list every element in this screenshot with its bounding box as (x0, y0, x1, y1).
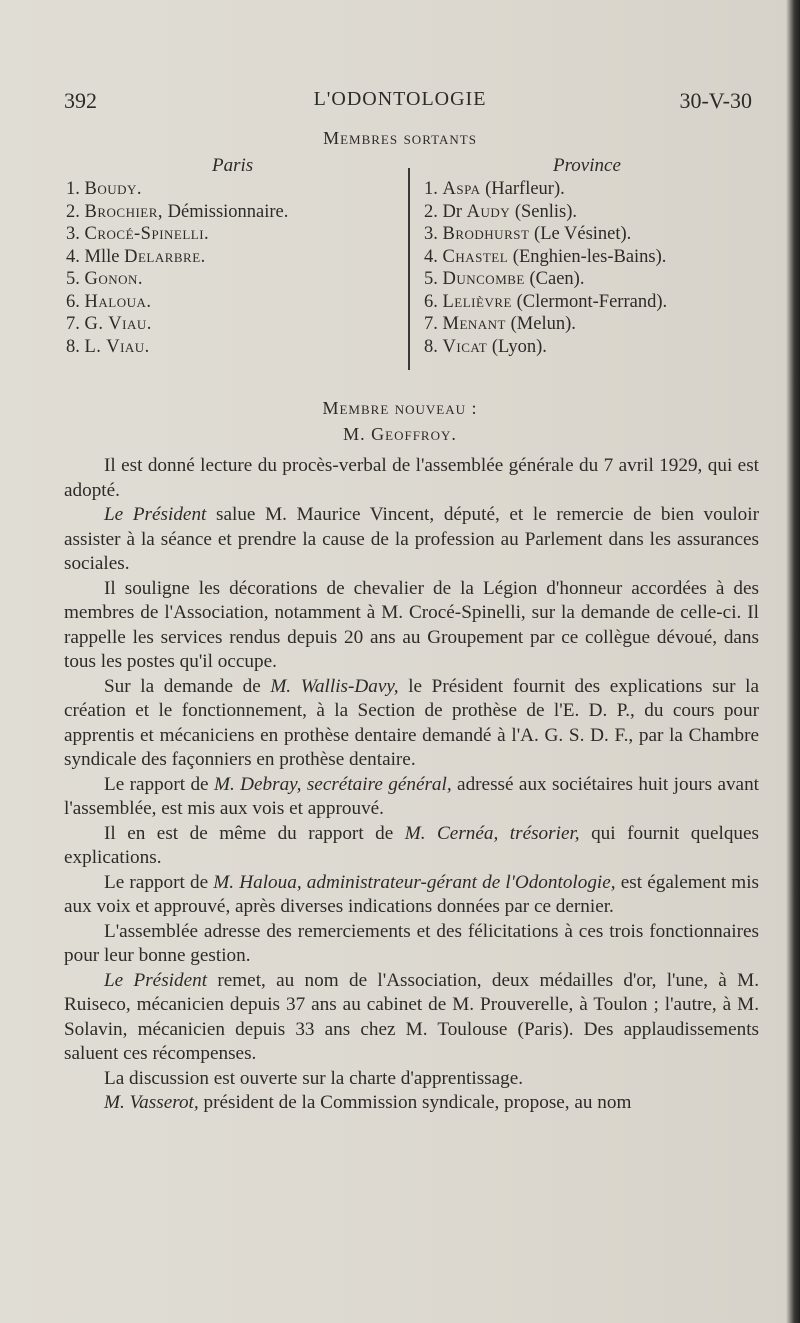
paragraph: Le rapport de M. Haloua, administrateur-gérant de l'Odontologie, est également mis aux voix et approuvé, après diverses indications données par ce dernier. (64, 871, 759, 917)
province-list (424, 178, 667, 358)
paragraph: Sur la demande de M. Wallis-Davy, le Président fournit des explications sur la création et le fonctionnement, à la Section de prothèse de l'E. D. P., du cours pour apprentis et mécaniciens en prothèse dentaire demandé à l'A. G. S. D. F., par la Chambre syndicale des façonniers en prothèse dentaire. (64, 675, 759, 770)
list-item: 7. Menant (Melun). (424, 314, 576, 334)
running-header (0, 88, 800, 118)
page-number: 392 (64, 88, 97, 113)
paragraph: Le Président salue M. Maurice Vincent, député, et le remercie de bien vouloir assister à la séance et prendre la cause de la profession au Parlement dans les assurances sociales. (64, 504, 759, 574)
new-member-title: Membre nouveau : (322, 398, 478, 418)
list-item: 3. Brodhurst (Le Vésinet). (424, 224, 632, 244)
list-item: 7. G. Viau. (66, 314, 152, 334)
list-item: 5. Gonon. (66, 269, 144, 289)
new-member-name: M. Geoffroy. (343, 424, 457, 444)
journal-title: L'ODONTOLOGIE (313, 88, 487, 110)
list-item: 8. Vicat (Lyon). (424, 336, 547, 357)
list-item: 1. Boudy. (66, 179, 143, 199)
list-item: 4. Chastel (Enghien-les-Bains). (424, 246, 667, 267)
paris-heading: Paris (212, 155, 254, 176)
outgoing-members-title: Membres sortants (323, 128, 477, 148)
column-divider (408, 168, 410, 370)
list-item: 8. L. Viau. (66, 336, 150, 357)
list-item: 6. Haloua. (66, 291, 152, 312)
list-item: 6. Lelièvre (Clermont-Ferrand). (424, 291, 668, 312)
list-item: 1. Aspa (Harfleur). (424, 179, 565, 199)
province-heading: Province (553, 155, 621, 176)
paragraph: Il est donné lecture du procès-verbal de l'assemblée générale du 7 avril 1929, qui est adopté. (64, 455, 759, 501)
paragraph: M. Vasserot, président de la Commission syndicale, propose, au nom (104, 1092, 632, 1113)
paragraph: Le Président remet, au nom de l'Association, deux médailles d'or, l'une, à M. Ruiseco, mécanicien depuis 37 ans au cabinet de M. Prouverelle, à Toulon ; l'autre, à M. Solavin, mécanicien depuis 33 ans chez M. Toulouse (Paris). Des applaudissements saluent ces récompenses. (64, 969, 759, 1064)
paragraph: La discussion est ouverte sur la charte d'apprentissage. (104, 1067, 524, 1089)
issue-date: 30-V-30 (679, 88, 752, 113)
paragraph: Il en est de même du rapport de M. Cernéa, trésorier, qui fournit quelques explications. (64, 822, 759, 868)
list-item: 2. Dr Audy (Senlis). (424, 201, 577, 222)
paris-list (66, 178, 288, 358)
minutes-body (64, 454, 759, 1116)
page-edge-shadow (786, 0, 800, 1323)
list-item: 3. Crocé-Spinelli. (66, 224, 210, 244)
list-item: 5. Duncombe (Caen). (424, 269, 585, 289)
paragraph: Il souligne les décorations de chevalier de la Légion d'honneur accordées à des membres de l'Association, notamment à M. Crocé-Spinelli, sur la demande de celle-ci. Il rappelle les services rendus depuis 20 ans au Groupement par ce collègue dévoué, dans tous les postes qu'il occupe. (64, 577, 759, 672)
paragraph: Le rapport de M. Debray, secrétaire général, adressé aux sociétaires huit jours avant l'assemblée, est mis aux vois et approuvé. (64, 773, 759, 819)
paragraph: L'assemblée adresse des remerciements et des félicitations à ces trois fonctionnaires pour leur bonne gestion. (64, 920, 759, 966)
list-item: 4. Mlle Delarbre. (66, 246, 206, 267)
list-item: 2. Brochier, Démissionnaire. (66, 201, 289, 222)
